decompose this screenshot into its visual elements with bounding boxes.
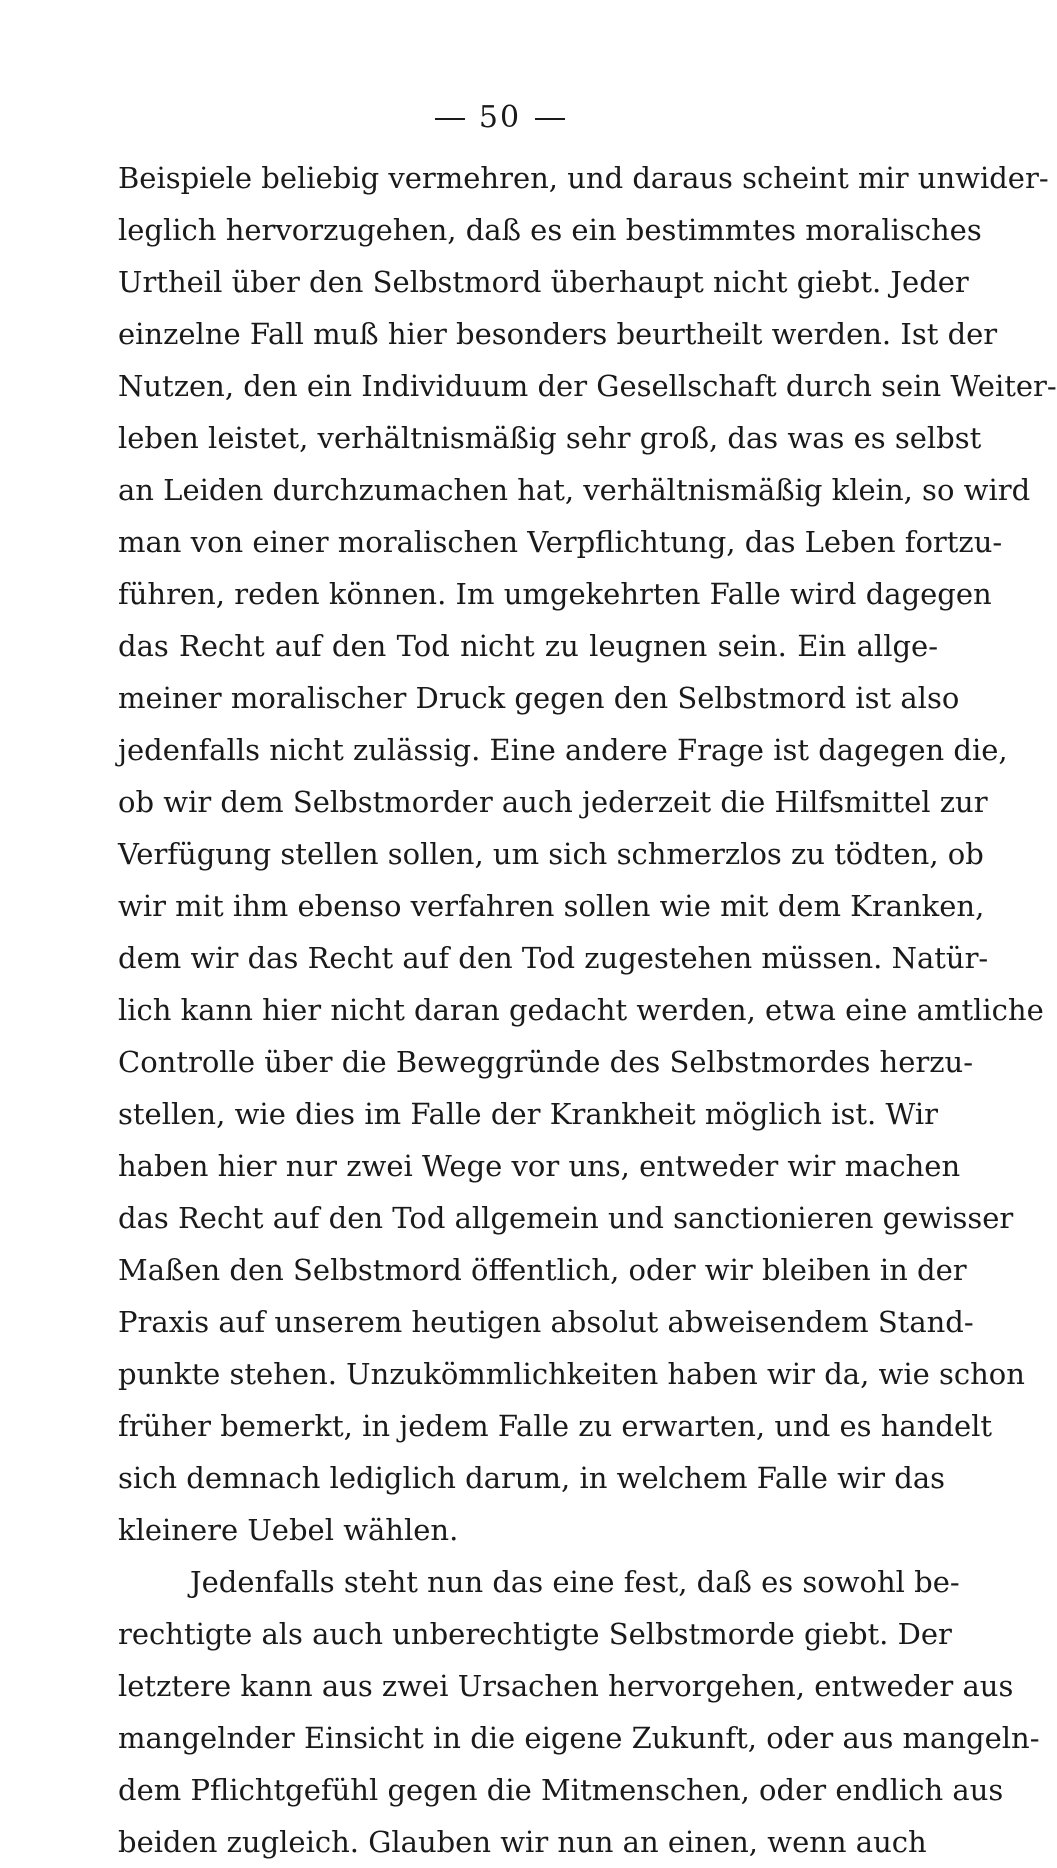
text-line: haben hier nur zwei Wege vor uns, entweder wir machen — [118, 1149, 961, 1183]
text-line: Jedenfalls steht nun das eine fest, daß es sowohl be- — [190, 1565, 960, 1599]
text-line: Beispiele beliebig vermehren, und daraus scheint mir unwider- — [118, 161, 1049, 195]
text-line: kleinere Uebel wählen. — [118, 1513, 459, 1547]
text-line: mangelnder Einsicht in die eigene Zukunft, oder aus mangeln- — [118, 1721, 1040, 1755]
text-line: beiden zugleich. Glauben wir nun an einen, wenn auch — [118, 1825, 927, 1859]
text-line: Controlle über die Beweggründe des Selbstmordes herzu- — [118, 1045, 974, 1079]
page-number: 50 — [478, 100, 522, 135]
text-line: das Recht auf den Tod nicht zu leugnen sein. Ein allge- — [118, 629, 938, 663]
text-line: das Recht auf den Tod allgemein und sanctionieren gewisser — [118, 1201, 1014, 1235]
right-dash — [535, 118, 565, 120]
text-line: stellen, wie dies im Falle der Krankheit möglich ist. Wir — [118, 1097, 938, 1131]
text-line: an Leiden durchzumachen hat, verhältnismäßig klein, so wird — [118, 473, 1031, 507]
text-line: sich demnach lediglich darum, in welchem Falle wir das — [118, 1461, 945, 1495]
body-text — [118, 152, 1057, 1868]
text-line: rechtigte als auch unberechtigte Selbstmorde giebt. Der — [118, 1617, 952, 1651]
text-line: dem wir das Recht auf den Tod zugestehen müssen. Natür- — [118, 941, 989, 975]
text-line: Nutzen, den ein Individuum der Gesellschaft durch sein Weiter- — [118, 369, 1057, 403]
text-line: punkte stehen. Unzukömmlichkeiten haben wir da, wie schon — [118, 1357, 1025, 1391]
text-line: einzelne Fall muß hier besonders beurtheilt werden. Ist der — [118, 317, 998, 351]
text-line: Maßen den Selbstmord öffentlich, oder wir bleiben in der — [118, 1253, 967, 1287]
text-line: jedenfalls nicht zulässig. Eine andere Frage ist dagegen die, — [118, 733, 1008, 767]
text-line: lich kann hier nicht daran gedacht werden, etwa eine amtliche — [118, 993, 1044, 1027]
text-line: dem Pflichtgefühl gegen die Mitmenschen, oder endlich aus — [118, 1773, 1004, 1807]
text-line: man von einer moralischen Verpflichtung, das Leben fortzu- — [118, 525, 1003, 559]
text-line: Urtheil über den Selbstmord überhaupt nicht giebt. Jeder — [118, 265, 969, 299]
text-line: führen, reden können. Im umgekehrten Falle wird dagegen — [118, 577, 992, 611]
text-line: leben leistet, verhältnismäßig sehr groß, das was es selbst — [118, 421, 982, 455]
text-line: wir mit ihm ebenso verfahren sollen wie mit dem Kranken, — [118, 889, 985, 923]
text-line: meiner moralischer Druck gegen den Selbstmord ist also — [118, 681, 960, 715]
text-line: Verfügung stellen sollen, um sich schmerzlos zu tödten, ob — [118, 837, 984, 871]
paragraph — [118, 152, 1057, 1556]
paragraph — [118, 1556, 1040, 1868]
text-line: leglich hervorzugehen, daß es ein bestimmtes moralisches — [118, 213, 982, 247]
text-line: früher bemerkt, in jedem Falle zu erwarten, und es handelt — [118, 1409, 993, 1443]
page-number-header — [0, 98, 1000, 138]
text-line: Praxis auf unserem heutigen absolut abweisendem Stand- — [118, 1305, 974, 1339]
text-line: letztere kann aus zwei Ursachen hervorgehen, entweder aus — [118, 1669, 1014, 1703]
left-dash — [435, 118, 465, 120]
text-line: ob wir dem Selbstmorder auch jederzeit die Hilfsmittel zur — [118, 785, 988, 819]
